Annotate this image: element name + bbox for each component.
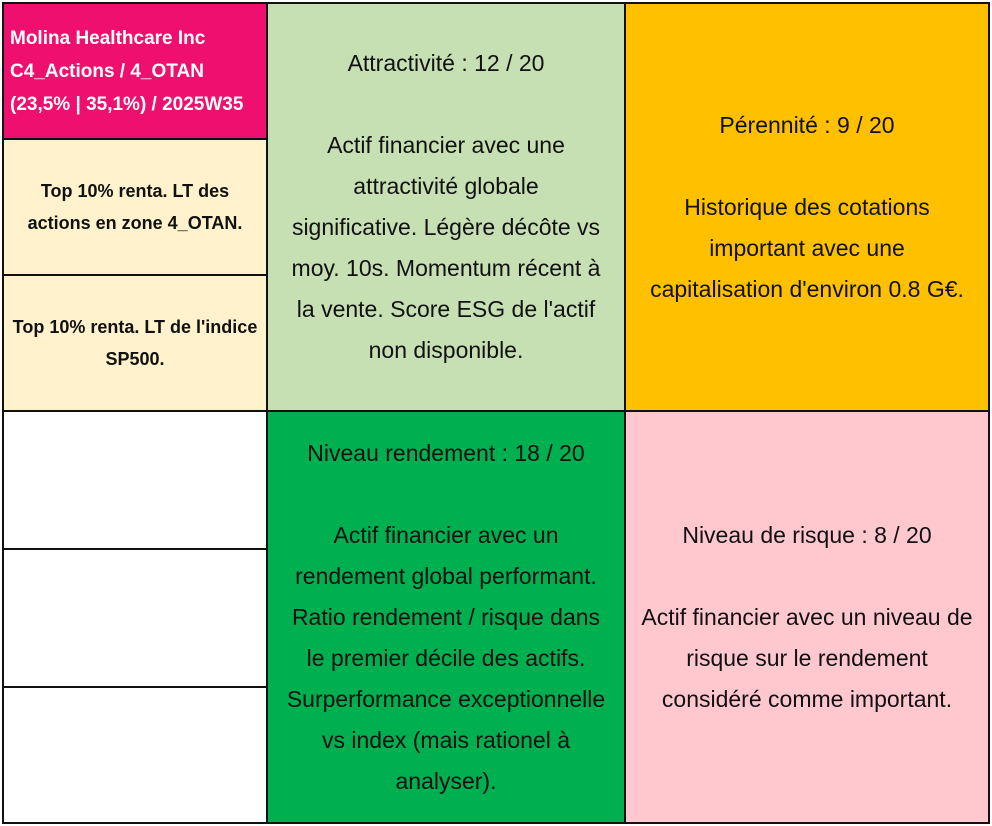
attractivite-line: la vente. Score ESG de l'actif — [296, 296, 596, 322]
risque-title: Niveau de risque : 8 / 20 — [682, 521, 932, 548]
rendement-line: analyser). — [395, 767, 497, 794]
perennite-line: Historique des cotations — [684, 193, 930, 220]
attractivite-line: Actif financier avec une — [327, 132, 565, 158]
rendement-line: rendement global performant. — [295, 562, 597, 589]
empty-cell-1 — [2, 410, 268, 550]
empty-cell-3 — [2, 686, 268, 824]
rendement-line: vs index (mais rationel à — [322, 726, 570, 753]
note-2-line-1: Top 10% renta. LT de l'indice — [12, 317, 258, 337]
attractivite-cell — [266, 2, 626, 412]
attractivite-title: Attractivité : 12 / 20 — [347, 50, 545, 76]
attractivite-line: non disponible. — [368, 337, 524, 363]
rendement-line: le premier décile des actifs. — [306, 644, 586, 671]
risque-cell — [624, 410, 990, 824]
rendement-line: Ratio rendement / risque dans — [291, 603, 601, 630]
asset-stats: (23,5% | 35,1%) / 2025W35 — [10, 93, 244, 115]
rendement-title: Niveau rendement : 18 / 20 — [307, 439, 585, 466]
note-cell-2 — [2, 274, 268, 412]
note-1-line-2: actions en zone 4_OTAN. — [27, 213, 243, 233]
perennite-line: important avec une — [709, 234, 905, 261]
rendement-line: Surperformance exceptionnelle — [286, 685, 606, 712]
perennite-cell — [624, 2, 990, 412]
risque-line: considéré comme important. — [661, 685, 953, 712]
attractivite-line: significative. Légère décôte vs — [291, 214, 601, 240]
asset-header — [2, 2, 268, 140]
rendement-line: Actif financier avec un — [333, 521, 559, 548]
empty-cell-2 — [2, 548, 268, 688]
note-2-line-2: SP500. — [105, 349, 165, 369]
attractivite-line: moy. 10s. Momentum récent à — [291, 255, 601, 281]
attractivite-line: attractivité globale — [353, 173, 539, 199]
risque-line: Actif financier avec un niveau de — [641, 603, 973, 630]
note-cell-1 — [2, 138, 268, 276]
rendement-cell — [266, 410, 626, 824]
note-1-line-1: Top 10% renta. LT des — [40, 181, 230, 201]
asset-category: C4_Actions / 4_OTAN — [10, 60, 204, 82]
perennite-line: capitalisation d'environ 0.8 G€. — [650, 275, 964, 302]
risque-line: risque sur le rendement — [686, 644, 928, 671]
asset-name: Molina Healthcare Inc — [10, 27, 206, 49]
perennite-title: Pérennité : 9 / 20 — [719, 111, 895, 138]
